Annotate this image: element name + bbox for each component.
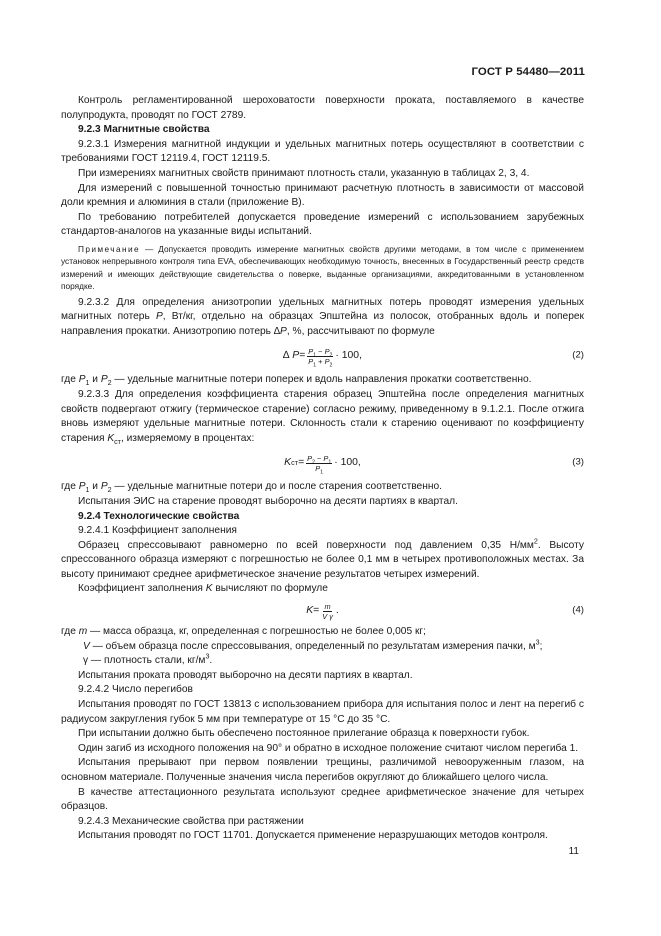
paragraph-aging-tests: Испытания ЭИС на старение проводят выборочно на десяти партиях в квартал. <box>78 495 458 507</box>
formula-2 <box>61 341 584 371</box>
subsection-heading-9-2-4-2: 9.2.4.2 Число перегибов <box>78 684 193 696</box>
paragraph-bend-4: Испытания прерывают при первом появлении трещины, различимой невооруженным глазом, на основном материале. Полученные значения числа перегибов округляют до ближайшего целого числа. <box>61 757 584 783</box>
subsection-heading-9-2-4-3: 9.2.4.3 Механические свойства при растяжении <box>78 815 304 827</box>
paragraph-foreign-standards: По требованию потребителей допускается проведение измерений с использованием зарубежных стандартов-аналогов на указанные виды испытаний. <box>61 211 584 238</box>
paragraph-pressing: Образец спрессовывают равномерно по всей поверхности под давлением 0,35 $Н/мм^2$. Высоту спрессованного образца измеряют с погрешностью не более 0,1 мм в четырех противоположных местах. За высоту принимают среднее арифметическое значение результатов четырех измерений. <box>61 537 584 580</box>
formula-4-fraction: $\frac{m}{\text{V γ}}$ <box>322 601 333 621</box>
symbol-p: P <box>155 311 163 323</box>
formula-3 <box>61 448 584 478</box>
definition-formula-2: где $P_1$ и $P_2$ — удельные магнитные потери поперек и вдоль направления прокатки соответственно. <box>61 374 532 388</box>
paragraph-bend-5: В качестве аттестационного результата используют среднее арифметическое значение для четырех образцов. <box>61 786 584 813</box>
formula-4 <box>61 599 584 623</box>
paragraph-precise-density: Для измерений с повышенной точностью принимают расчетную плотность в зависимости от массовой доли кремния и алюминия в стали (приложение В). <box>61 182 584 209</box>
page-content <box>61 94 584 844</box>
formula-2-body: ∆ P = $\frac{P_1 - P_2}{P_1 + P_2}$ · 100, <box>283 346 362 369</box>
paragraph-density: При измерениях магнитных свойств принимают плотность стали, указанную в таблицах 2, 3, 4. <box>78 167 530 179</box>
section-heading-9-2-3: 9.2.3 Магнитные свойства <box>78 124 210 136</box>
formula-2-fraction: $\frac{P_1 - P_2}{P_1 + P_2}$ <box>308 346 333 369</box>
definition-list-formula-4 <box>61 625 584 669</box>
paragraph-bend-3: Один загиб из исходного положения на 90° и обратно в исходное положение считают числом перегиба 1. <box>78 742 579 754</box>
paragraph-9-2-3-3: 9.2.3.3 Для определения коэффициента старения образец Эпштейна после определения магнитных свойств подвергают отжигу (термическое старение) согласно режиму, приведенному в 9.1.2.1. После отжига вновь измеряют удельные магнитные потери. Склонность стали к старению оценивают по коэффициенту старения $K_{ст}$, измеряемому в процентах: <box>61 388 584 446</box>
symbol-delta-p: ∆P <box>273 325 287 337</box>
note <box>61 243 584 293</box>
paragraph-roughness: Контроль регламентированной шероховатости поверхности проката, поставляемого в качестве полупродукта, проводят по ГОСТ 2789. <box>61 95 584 121</box>
definition-m: где m — масса образца, кг, определенная с погрешностью не более 0,005 кг; <box>61 626 426 638</box>
note-label: Примечание <box>78 243 141 254</box>
paragraph-bend-2: При испытании должно быть обеспечено постоянное прилегание образца к поверхности губок. <box>78 728 530 740</box>
paragraph-9-2-3-1: 9.2.3.1 Измерения магнитной индукции и удельных магнитных потерь осуществляют в соответствии с требованиями ГОСТ 12119.4, ГОСТ 12119.5. <box>61 138 584 165</box>
formula-3-number: (3) <box>572 457 584 469</box>
page-number: 11 <box>568 846 579 857</box>
paragraph-9-2-3-2: 9.2.3.2 Для определения анизотропии удельных магнитных потерь проводят измерения удельных магнитных потерь P, Вт/кг, отдельно на образцах Эпштейна из полосок, отобранных вдоль и поперек направления прокатки. Анизотропию потерь ∆P, %, рассчитывают по формуле <box>61 296 584 337</box>
formula-4-body: K = $\frac{m}{\text{V γ}}$ . <box>306 601 339 621</box>
paragraph-k-calc: Коэффициент заполнения K вычисляют по формуле <box>78 583 328 595</box>
definition-v: V — объем образца после спрессовывания, определенный по результатам измерения пачки, $м^3$; <box>83 638 543 652</box>
formula-3-body: K ст = $\frac{P_2 - P_1}{P_1}$ · 100, <box>284 453 361 476</box>
note-text: — Допускается проводить измерение магнитных свойств другими методами, в том числе с применением установок непрерывного контроля типа EVA, обеспечивающих необходимую точность, внесенных в Государственный реестр средств измерений и имеющих действующие свидетельства о поверке, выданные организациями, аккредитованными в установленном порядке. <box>61 243 584 292</box>
paragraph-batch-tests: Испытания проката проводят выборочно на десяти партиях в квартал. <box>78 669 413 681</box>
paragraph-tensile: Испытания проводят по ГОСТ 11701. Допускается применение неразрушающих методов контроля. <box>78 830 548 842</box>
formula-3-fraction: $\frac{P_2 - P_1}{P_1}$ <box>307 453 332 476</box>
formula-2-number: (2) <box>572 350 584 362</box>
definition-gamma: γ — плотность стали, $кг/м^3$. <box>83 652 213 667</box>
subsection-heading-9-2-4-1: 9.2.4.1 Коэффициент заполнения <box>78 525 237 537</box>
page-header: ГОСТ Р 54480—2011 <box>471 66 585 78</box>
paragraph-bend-1: Испытания проводят по ГОСТ 13813 с использованием прибора для испытания полос и лент на перегиб с радиусом закругления губок 5 мм при температуре от 15 °С до 35 °С. <box>61 699 584 725</box>
section-heading-9-2-4: 9.2.4 Технологические свойства <box>78 510 240 522</box>
formula-4-number: (4) <box>572 604 584 616</box>
definition-formula-3: где $P_1$ и $P_2$ — удельные магнитные потери до и после старения соответственно. <box>61 481 442 495</box>
